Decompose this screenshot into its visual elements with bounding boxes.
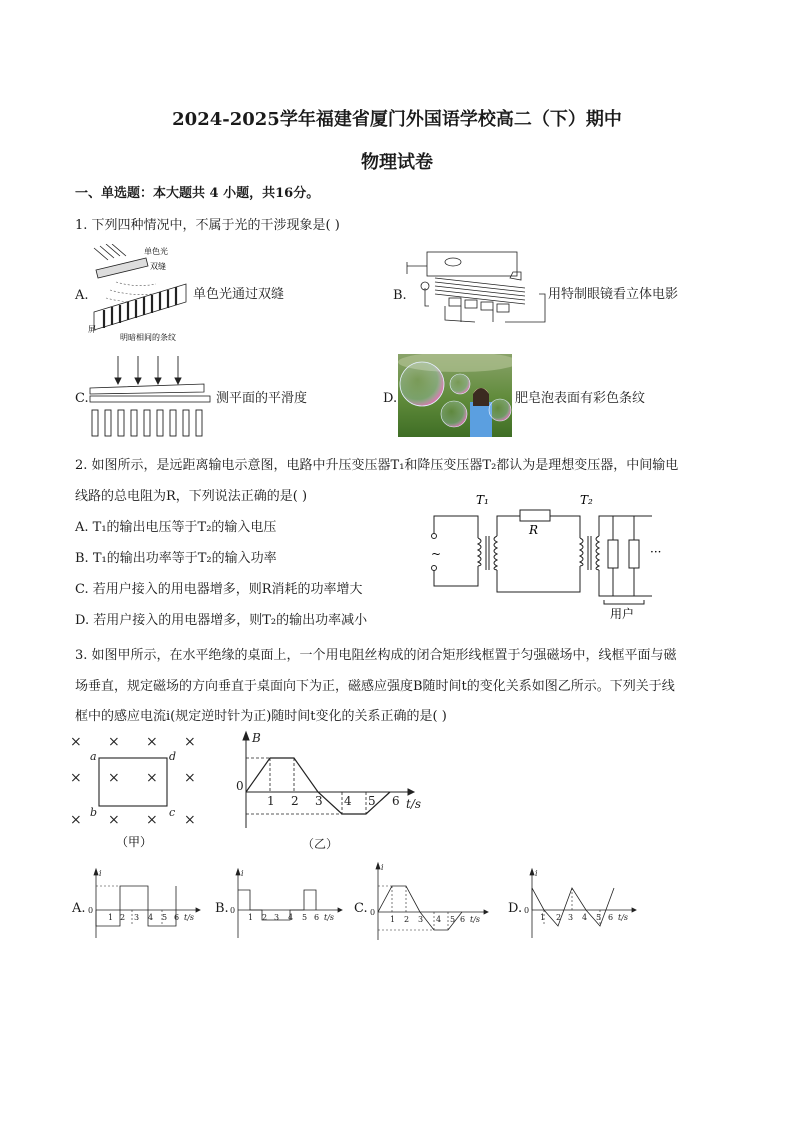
double-slit-figure [86,244,196,344]
q1-option-b-text: 用特制眼镜看立体电影 [548,287,679,302]
tick-3: 3 [568,913,574,922]
tick-5: 5 [368,794,376,808]
question-1-stem: 1. 下列四种情况中，不属于光的干涉现象是( ) [75,218,340,233]
q1-option-a-letter: A. [75,288,89,303]
q3-option-d-letter: D. [508,901,523,916]
tick-2: 2 [120,913,126,922]
tick-6: 6 [314,913,320,922]
question-3-stem-line1: 3. 如图甲所示，在水平绝缘的桌面上，一个用电阻丝构成的闭合矩形线框置于匀强磁场中，线框平面与磁 [75,648,677,663]
q3-option-c-letter: C. [354,901,368,916]
axis-label-i: i [381,863,384,872]
corner-d: d [169,750,177,763]
tick-6: 6 [174,913,180,922]
tick-4: 4 [288,913,294,922]
tick-6: 6 [608,913,614,922]
corner-b: b [90,806,98,819]
q1-option-a-text: 单色光通过双缝 [193,287,285,302]
field-cross: × [108,812,120,828]
axis-origin: 0 [230,906,236,915]
tick-5: 5 [162,913,168,922]
tick-2: 2 [291,794,299,808]
tick-3: 3 [134,913,140,922]
field-cross: × [146,770,158,786]
tick-6: 6 [460,915,466,924]
axis-label-i: i [99,869,102,878]
q1-option-c-letter: C. [75,391,89,406]
label-fringes: 明暗相间的条纹 [120,333,176,342]
tick-1: 1 [540,913,546,922]
axis-label-t: t/s [184,913,195,922]
axis-origin: 0 [524,906,530,915]
corner-c: c [169,806,176,819]
section-heading: 一、单选题：本大题共 4 小题，共16分。 [75,186,320,201]
tick-2: 2 [262,913,268,922]
q1-option-c-text: 测平面的平滑度 [216,391,308,406]
label-r: R [529,523,539,537]
field-cross: × [146,734,158,750]
axis-origin: 0 [370,908,376,917]
tick-6: 6 [392,794,400,808]
field-cross: × [184,770,196,786]
axis-label-t: t/s [618,913,629,922]
label-t2: T₂ [580,493,593,507]
axis-label-t: t/s [406,797,422,811]
tick-1: 1 [108,913,114,922]
label-screen: 屏 [88,325,96,334]
figure-yi-caption: （乙） [302,837,339,851]
ac-source-symbol: ~ [431,547,442,561]
answer-graph-a [86,866,204,942]
field-cross: × [70,770,82,786]
axis-label-b: B [252,731,261,745]
tick-4: 4 [344,794,352,808]
field-cross: × [108,770,120,786]
field-cross: × [108,734,120,750]
tick-2: 2 [556,913,562,922]
axis-label-t: t/s [324,913,335,922]
q2-option-b: B. T₁的输出功率等于T₂的输入功率 [75,551,277,566]
question-3-stem-line3: 框中的感应电流i(规定逆时针为正)随时间t变化的关系正确的是( ) [75,709,447,724]
label-more-loads: ··· [650,545,662,559]
question-2-stem-line1: 2. 如图所示，是远距离输电示意图，电路中升压变压器T₁和降压变压器T₂都认为是理想变压器，中间输电 [75,458,679,473]
tick-1: 1 [390,915,396,924]
figure-jia-caption: （甲） [116,835,153,849]
corner-a: a [90,750,97,763]
projector-figure [405,248,550,328]
soap-bubble-photo [398,354,512,437]
question-2-stem-line2: 线路的总电阻为R，下列说法正确的是( ) [75,489,308,504]
answer-graph-c [368,860,492,942]
tick-3: 3 [315,794,323,808]
tick-4: 4 [582,913,588,922]
q1-option-b-letter: B. [393,288,407,303]
page-title: 2024-2025学年福建省厦门外国语学校高二（下）期中 [172,109,622,130]
axis-origin: 0 [88,906,94,915]
q2-option-a: A. T₁的输出电压等于T₂的输入电压 [75,520,277,535]
power-transmission-diagram [418,490,672,620]
label-double-slit: 双缝 [150,262,166,271]
q3-option-a-letter: A. [72,901,86,916]
field-cross: × [146,812,158,828]
axis-label-i: i [535,869,538,878]
field-cross: × [70,734,82,750]
b-vs-t-graph [232,728,430,854]
tick-5: 5 [596,913,602,922]
label-t1: T₁ [476,493,489,507]
flatness-test-figure [88,354,216,440]
label-monochrome-light: 单色光 [144,247,168,256]
question-3-stem-line2: 场垂直，规定磁场的方向垂直于桌面向下为正，磁感应强度B随时间t的变化关系如图乙所示。下列关于线 [75,679,675,694]
field-cross: × [184,812,196,828]
q2-option-c: C. 若用户接入的用电器增多，则R消耗的功率增大 [75,582,363,597]
tick-1: 1 [248,913,254,922]
answer-graph-b [228,866,346,942]
tick-5: 5 [302,913,308,922]
axis-label-i: i [241,869,244,878]
tick-4: 4 [148,913,154,922]
q2-option-d: D. 若用户接入的用电器增多，则T₂的输出功率减小 [75,613,368,628]
tick-3: 3 [418,915,424,924]
tick-1: 1 [267,794,275,808]
label-users: 用户 [610,607,635,620]
q1-option-d-text: 肥皂泡表面有彩色条纹 [515,391,646,406]
field-cross: × [70,812,82,828]
tick-5: 5 [450,915,456,924]
coil-in-field-figure [64,730,208,852]
axis-label-t: t/s [470,915,481,924]
tick-3: 3 [274,913,280,922]
tick-2: 2 [404,915,410,924]
axis-origin: 0 [236,779,244,793]
field-cross: × [184,734,196,750]
q1-option-d-letter: D. [383,391,398,406]
tick-4: 4 [436,915,442,924]
q3-option-b-letter: B. [215,901,229,916]
page-subtitle: 物理试卷 [361,152,433,173]
answer-graph-d [522,866,640,942]
